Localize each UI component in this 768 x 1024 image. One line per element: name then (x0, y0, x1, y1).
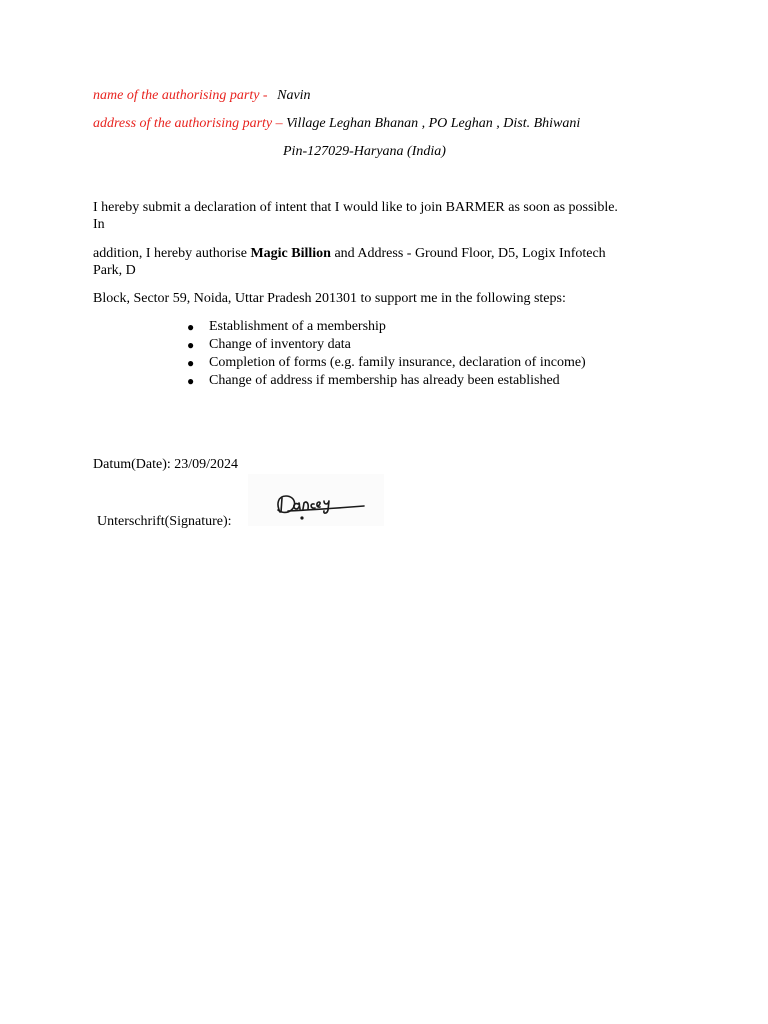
list-item (187, 336, 586, 354)
signature-label: Unterschrift(Signature): (97, 514, 232, 529)
date-row (93, 456, 238, 474)
bullet-icon: ● (187, 320, 195, 334)
bullet-icon: ● (187, 356, 195, 370)
authorising-party-name-label: name of the authorising party - (93, 88, 268, 103)
declaration-paragraph-3: Block, Sector 59, Noida, Uttar Pradesh 201301 to support me in the following steps: (93, 291, 566, 306)
declaration-para2-suffix: and Address - Ground Floor, D5, Logix Infotech (334, 246, 606, 261)
authorising-party-name-row (93, 87, 311, 105)
handwritten-signature-icon (248, 474, 384, 526)
signature-image (248, 474, 384, 526)
authorising-party-address-row (93, 115, 580, 133)
declaration-para1-line1: I hereby submit a declaration of intent that I would like to join BARMER as soon as possible. (93, 200, 618, 215)
declaration-paragraph-2 (93, 245, 683, 279)
date-label: Datum(Date): (93, 457, 171, 472)
step-text: Change of inventory data (209, 337, 351, 352)
authorising-party-address-line2: Pin-127029-Haryana (India) (283, 144, 446, 159)
date-value: 23/09/2024 (174, 457, 239, 472)
declaration-para1-line2: In (93, 217, 105, 232)
step-text: Change of address if membership has already been established (209, 373, 560, 388)
list-item (187, 318, 586, 336)
steps-list (187, 318, 586, 390)
declaration-paragraph-1 (93, 199, 683, 233)
step-text: Completion of forms (e.g. family insurance, declaration of income) (209, 355, 586, 370)
authorised-company-name: Magic Billion (250, 246, 331, 261)
authorising-party-address-label: address of the authorising party – (93, 116, 283, 131)
declaration-para2-line1 (93, 245, 683, 262)
bullet-icon: ● (187, 374, 195, 388)
step-text: Establishment of a membership (209, 319, 386, 334)
declaration-para2-line2: Park, D (93, 263, 136, 278)
declaration-para2-prefix: addition, I hereby authorise (93, 246, 247, 261)
list-item (187, 372, 586, 390)
authorising-party-name-value: Navin (277, 88, 311, 103)
bullet-icon: ● (187, 338, 195, 352)
authorising-party-address-line1: Village Leghan Bhanan , PO Leghan , Dist. Bhiwani (286, 116, 581, 131)
list-item (187, 354, 586, 372)
